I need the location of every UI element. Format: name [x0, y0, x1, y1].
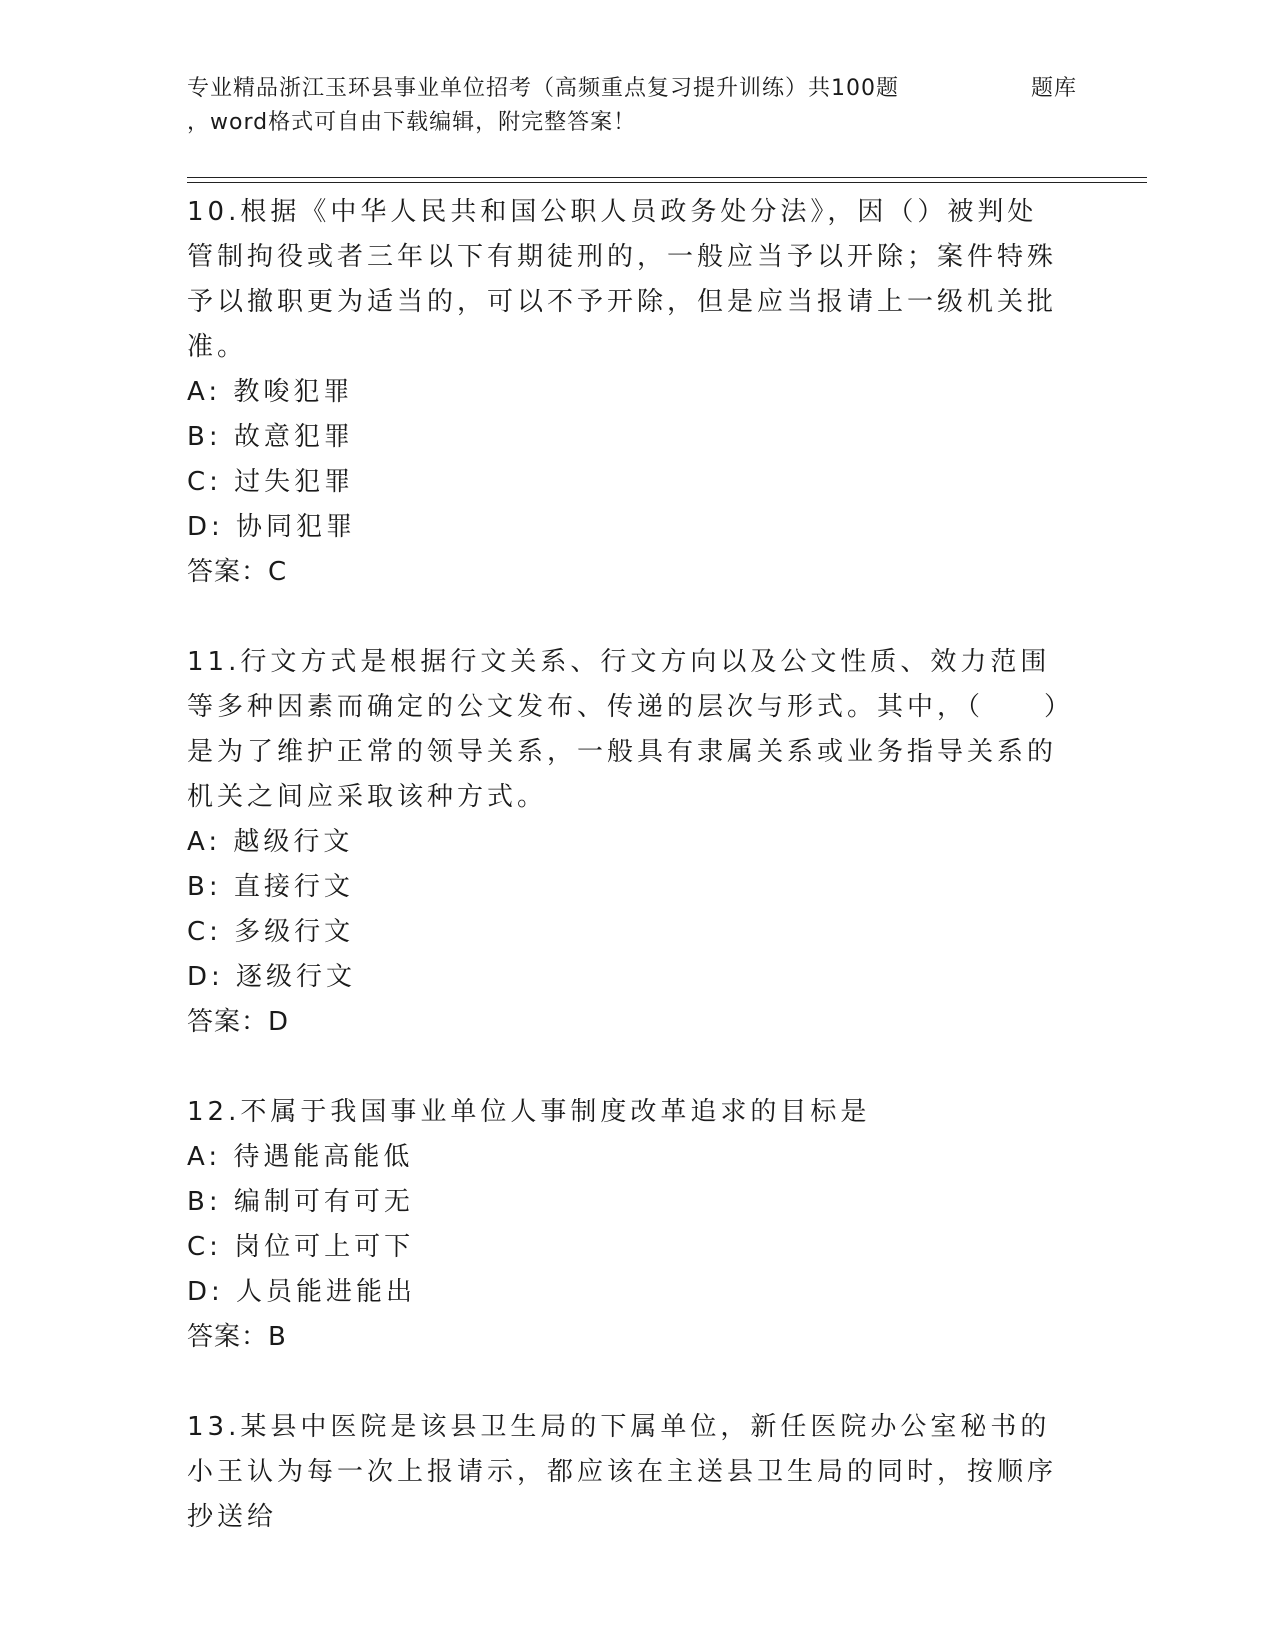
option-a: A: 教唆犯罪	[187, 377, 354, 407]
header-divider-bottom	[187, 182, 1147, 183]
page-header	[187, 72, 1147, 140]
header-subtitle: ，word格式可自由下载编辑，附完整答案！	[187, 110, 637, 135]
question-11	[187, 640, 1067, 1045]
spacer	[187, 595, 1067, 640]
option-d: D: 协同犯罪	[187, 512, 357, 542]
option-b: B: 编制可有可无	[187, 1187, 414, 1217]
header-tag: 题库	[1031, 76, 1078, 101]
option-c: C: 岗位可上可下	[187, 1232, 415, 1262]
option-b: B: 故意犯罪	[187, 422, 354, 452]
question-13	[187, 1405, 1067, 1540]
question-stem: 11.行文方式是根据行文关系、行文方向以及公文性质、效力范围等多种因素而确定的公文发布、传递的层次与形式。其中，（ ）是为了维护正常的领导关系，一般具有隶属关系或业务指导关系的机关之间应采取该种方式。	[187, 647, 1062, 812]
header-title-text: 专业精品浙江玉环县事业单位招考（高频重点复习提升训练）共100题	[187, 76, 899, 101]
question-list	[187, 190, 1067, 1540]
answer: 答案：B	[187, 1322, 287, 1352]
question-10	[187, 190, 1067, 595]
question-stem: 13.某县中医院是该县卫生局的下属单位，新任医院办公室秘书的小王认为每一次上报请示，都应该在主送县卫生局的同时，按顺序抄送给	[187, 1412, 1058, 1532]
option-a: A: 越级行文	[187, 827, 354, 857]
option-c: C: 过失犯罪	[187, 467, 355, 497]
answer: 答案：C	[187, 557, 288, 587]
option-d: D: 逐级行文	[187, 962, 357, 992]
question-12	[187, 1090, 1067, 1360]
spacer	[187, 1360, 1067, 1405]
answer: 答案：D	[187, 1007, 290, 1037]
header-divider-top	[187, 177, 1147, 178]
option-b: B: 直接行文	[187, 872, 354, 902]
spacer	[187, 1045, 1067, 1090]
question-stem: 10.根据《中华人民共和国公职人员政务处分法》，因（）被判处管制拘役或者三年以下有期徒刑的，一般应当予以开除；案件特殊予以撤职更为适当的，可以不予开除，但是应当报请上一级机关批准。	[187, 197, 1058, 362]
option-c: C: 多级行文	[187, 917, 355, 947]
question-stem: 12.不属于我国事业单位人事制度改革追求的目标是	[187, 1097, 871, 1127]
option-d: D: 人员能进能出	[187, 1277, 417, 1307]
header-title	[187, 72, 1147, 106]
option-a: A: 待遇能高能低	[187, 1142, 414, 1172]
